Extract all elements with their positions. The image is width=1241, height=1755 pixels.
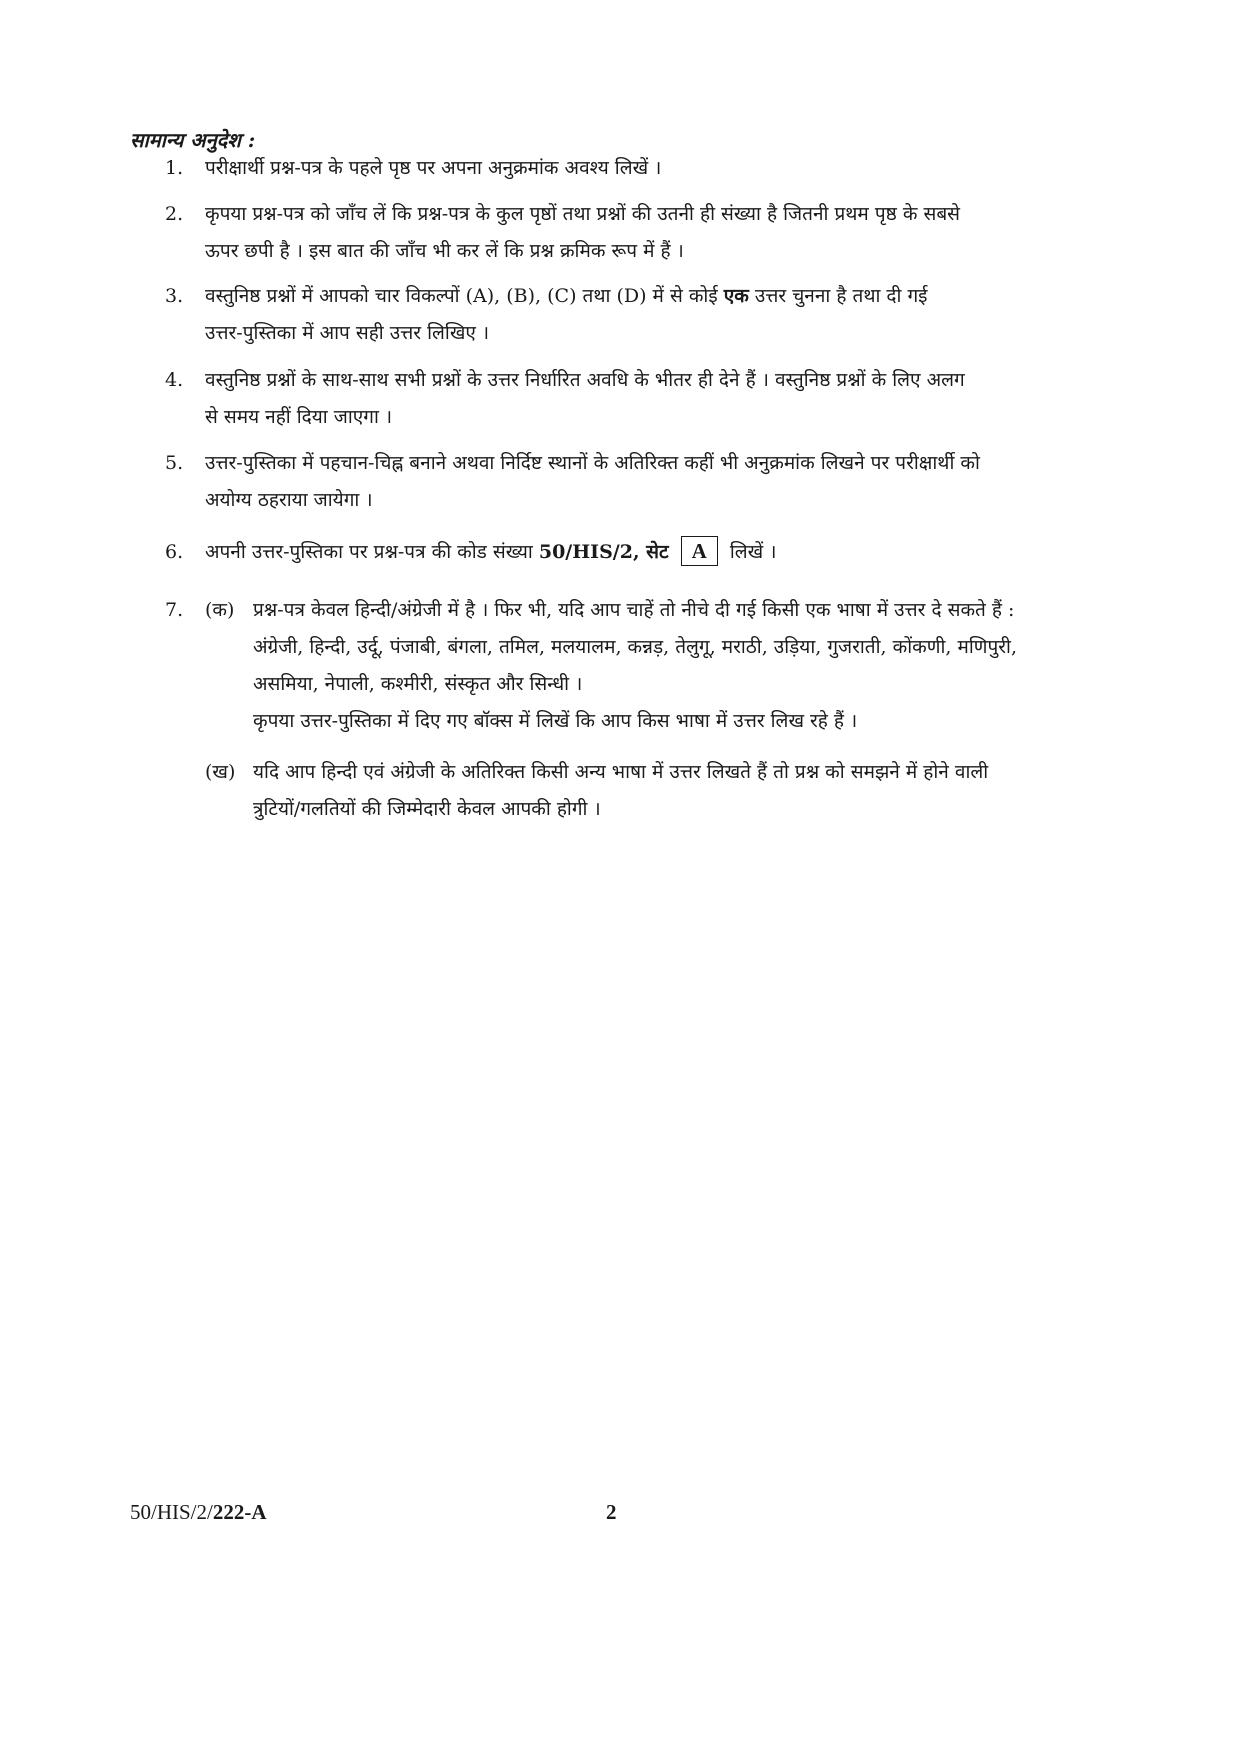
emphasis-text: एक bbox=[723, 285, 749, 307]
instruction-line: अंग्रेजी, हिन्दी, उर्दू, पंजाबी, बंगला, तमिल, मलयालम, कन्नड़, तेलुगू, मराठी, उड़िया, गुजराती, कोंकणी, मणिपुरी, bbox=[253, 636, 1018, 658]
item-number: 3. bbox=[165, 285, 184, 307]
instruction-text: अपनी उत्तर-पुस्तिका पर प्रश्न-पत्र की कोड संख्या bbox=[205, 541, 533, 563]
instruction-item-4 bbox=[165, 362, 1100, 436]
page-number: 2 bbox=[606, 1500, 617, 1524]
code-number: 50/HIS/2, सेट bbox=[538, 541, 669, 563]
item-number: 6. bbox=[165, 541, 184, 563]
item-number: 4. bbox=[165, 369, 184, 391]
sub-item-kha bbox=[205, 754, 1100, 828]
item-number: 1. bbox=[165, 157, 184, 179]
instruction-line: उत्तर-पुस्तिका में आप सही उत्तर लिखिए । bbox=[205, 322, 490, 344]
instruction-line: त्रुटियों/गलतियों की जिम्मेदारी केवल आपकी होगी । bbox=[253, 798, 601, 820]
instruction-item-6 bbox=[165, 534, 1100, 571]
instruction-line bbox=[205, 278, 1100, 315]
instruction-line: ऊपर छपी है । इस बात की जाँच भी कर लें कि प्रश्न क्रमिक रूप में हैं । bbox=[205, 240, 684, 262]
instruction-line bbox=[205, 534, 1100, 571]
item-number: 5. bbox=[165, 452, 184, 474]
general-instructions-heading: सामान्य अनुदेश : bbox=[130, 128, 256, 152]
item-number: 7. bbox=[165, 599, 184, 621]
sub-item-ka bbox=[205, 592, 1100, 740]
instruction-text: उत्तर चुनना है तथा दी गई bbox=[754, 285, 928, 307]
set-code-box: A bbox=[681, 536, 718, 566]
instruction-line: अयोग्य ठहराया जायेगा । bbox=[205, 489, 373, 511]
instruction-line: परीक्षार्थी प्रश्न-पत्र के पहले पृष्ठ पर अपना अनुक्रमांक अवश्य लिखें । bbox=[205, 157, 662, 179]
instruction-line: असमिया, नेपाली, कश्मीरी, संस्कृत और सिन्धी । bbox=[253, 673, 583, 695]
paper-code bbox=[130, 1500, 267, 1525]
sub-item-label: (क) bbox=[205, 599, 235, 621]
paper-code-suffix: 222-A bbox=[212, 1500, 267, 1524]
instruction-line: उत्तर-पुस्तिका में पहचान-चिह्न बनाने अथवा निर्दिष्ट स्थानों के अतिरिक्त कहीं भी अनुक्रमांक लिखने पर परीक्षार्थी को bbox=[205, 452, 980, 474]
instruction-item-5 bbox=[165, 445, 1100, 519]
sub-item-label: (ख) bbox=[205, 761, 236, 783]
instruction-item-7 bbox=[165, 592, 1100, 828]
instruction-item-2 bbox=[165, 196, 1100, 270]
instruction-text: लिखें । bbox=[729, 541, 777, 563]
instruction-line: प्रश्न-पत्र केवल हिन्दी/अंग्रेजी में है । फिर भी, यदि आप चाहें तो नीचे दी गई किसी एक भाषा में उत्तर दे सकते हैं : bbox=[253, 599, 1015, 621]
instruction-line: यदि आप हिन्दी एवं अंग्रेजी के अतिरिक्त किसी अन्य भाषा में उत्तर लिखते हैं तो प्रश्न को समझने में होने वाली bbox=[253, 761, 989, 783]
instruction-line: वस्तुनिष्ठ प्रश्नों के साथ-साथ सभी प्रश्नों के उत्तर निर्धारित अवधि के भीतर ही देने हैं । वस्तुनिष्ठ प्रश्नों के लिए अलग bbox=[205, 369, 965, 391]
instruction-item-3 bbox=[165, 278, 1100, 352]
instruction-line: कृपया उत्तर-पुस्तिका में दिए गए बॉक्स में लिखें कि आप किस भाषा में उत्तर लिख रहे हैं । bbox=[253, 710, 858, 732]
instruction-line: से समय नहीं दिया जाएगा । bbox=[205, 406, 393, 428]
item-number: 2. bbox=[165, 203, 184, 225]
instruction-line: कृपया प्रश्न-पत्र को जाँच लें कि प्रश्न-पत्र के कुल पृष्ठों तथा प्रश्नों की उतनी ही संख्या है जितनी प्रथम पृष्ठ के सबसे bbox=[205, 203, 961, 225]
instruction-item-1 bbox=[165, 150, 1100, 187]
instruction-text: वस्तुनिष्ठ प्रश्नों में आपको चार विकल्पों (A), (B), (C) तथा (D) में से कोई bbox=[205, 285, 718, 307]
paper-code-prefix: 50/HIS/2/ bbox=[130, 1500, 213, 1524]
